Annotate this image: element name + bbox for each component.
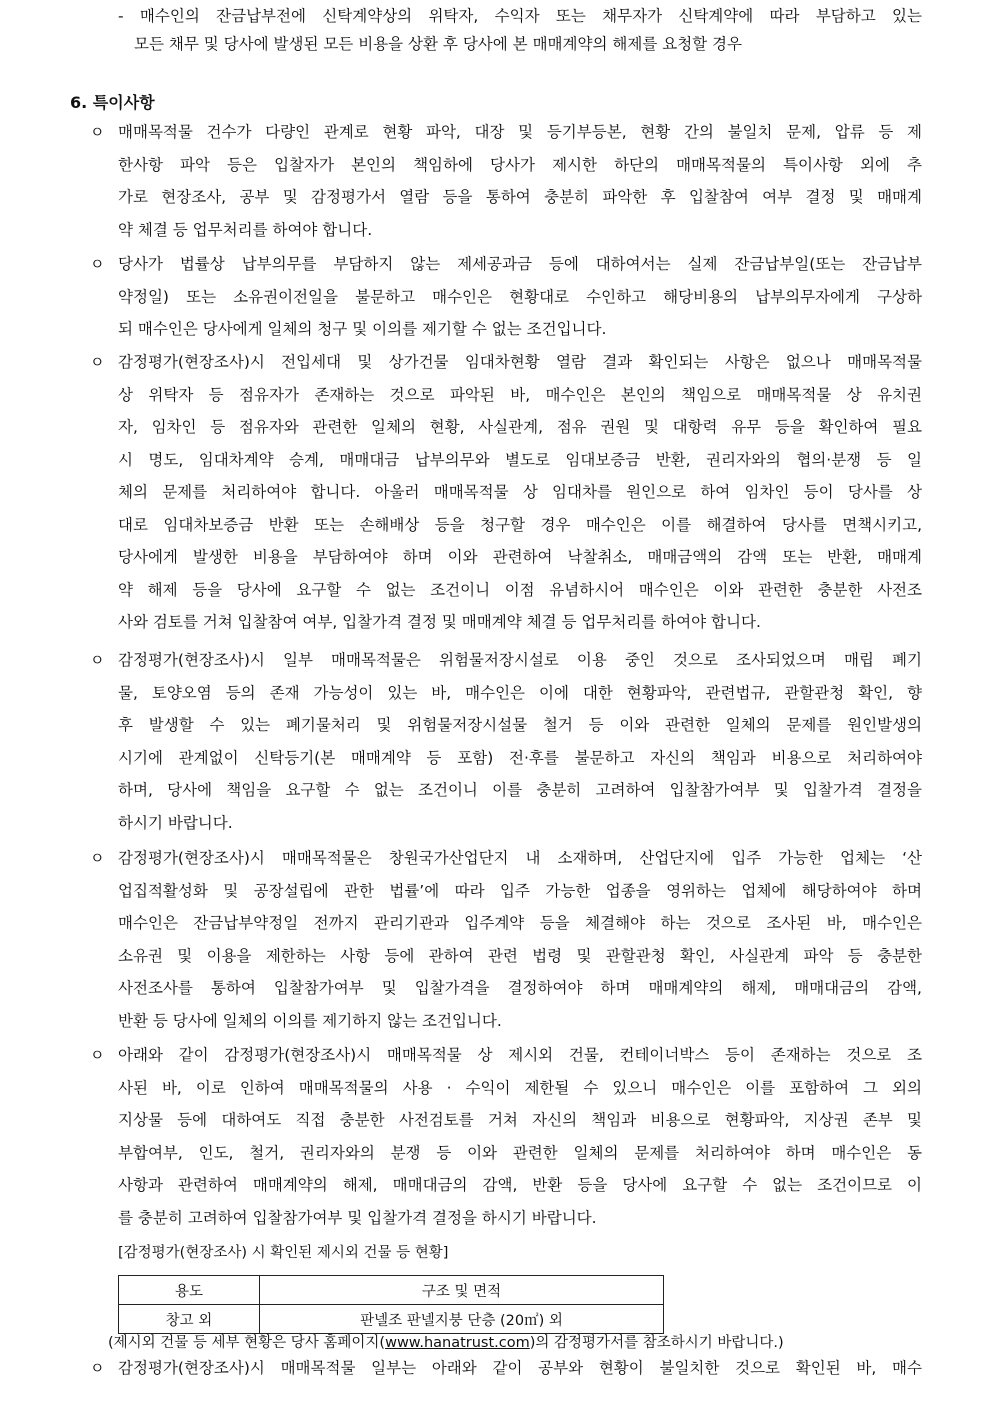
reference-note <box>108 1333 784 1353</box>
bullet-icon: ㅇ <box>90 123 105 141</box>
intro-line-1: - 매수인의 잔금납부전에 신탁계약상의 위탁자, 수익자 또는 채무자가 신탁계약에 따라 부담하고 있는 <box>118 7 922 25</box>
extra-buildings-table <box>118 1275 664 1334</box>
table-row <box>119 1305 664 1334</box>
section-title: 6. 특이사항 <box>70 93 155 112</box>
table-caption: [감정평가(현장조사) 시 확인된 제시외 건물 등 현황] <box>118 1245 449 1261</box>
bullet-icon: ㅇ <box>90 353 105 371</box>
note-suffix: )의 감정평가서를 참조하시기 바랍니다.) <box>529 1335 784 1351</box>
paragraph-text: 감정평가(현장조사)시 일부 매매목적물은 위험물저장시설로 이용 중인 것으로 조사되었으며 매립 폐기 물, 토양오염 등의 존재 가능성이 있는 바, 매수인은 이에 대한 현황파악, 관련법규, 관할관청 확인, 향 후 발생할 수 있는 폐기물처리 및 위험물저장시설물 철거 등 이와 관련한 일체의 문제를 원인발생의 시기에 관계없이 신탁등기(본 매매계약 등 포함) 전·후를 불문하고 자신의 책임과 비용으로 처리하여야 하며, 당사에 책임을 요구할 수 없는 조건이니 이를 충분히 고려하여 입찰참가여부 및 입찰가격 결정을 하시기 바랍니다. <box>118 651 922 832</box>
paragraph-text: 아래와 같이 감정평가(현장조사)시 매매목적물 상 제시외 건물, 컨테이너박스 등이 존재하는 것으로 조 사된 바, 이로 인하여 매매목적물의 사용 · 수익이 제한될 수 있으니 매수인은 이를 포함하여 그 외의 지상물 등에 대하여도 직접 충분한 사전검토를 거쳐 자신의 책임과 비용으로 현황파악, 지상권 존부 및 부합여부, 인도, 철거, 권리자와의 분쟁 등 이와 관련한 일체의 문제를 처리하여야 하며 매수인은 동 사항과 관련하여 매매계약의 해제, 매매대금의 감액, 반환 등을 당사에 요구할 수 없는 조건이므로 이 를 충분히 고려하여 입찰참가여부 및 입찰가격 결정을 하시기 바랍니다. <box>118 1046 922 1227</box>
table-header-cell: 용도 <box>119 1276 260 1305</box>
table-cell: 창고 외 <box>119 1305 260 1334</box>
paragraph-text: 감정평가(현장조사)시 매매목적물은 창원국가산업단지 내 소재하며, 산업단지에 입주 가능한 업체는 ‘산 업집적활성화 및 공장설립에 관한 법률’에 따라 입주 가능한 업종을 영위하는 업체에 해당하여야 하며 매수인은 잔금납부약정일 전까지 관리기관과 입주계약 등을 체결해야 하는 것으로 조사된 바, 매수인은 소유권 및 이용을 제한하는 사항 등에 관하여 관련 법령 및 관할관청 확인, 사실관계 파악 등 충분한 사전조사를 통하여 입찰참가여부 및 입찰가격을 결정하여야 하며 매매계약의 해제, 매매대금의 감액, 반환 등 당사에 일체의 이의를 제기하지 않는 조건입니다. <box>118 849 922 1030</box>
bullet-icon: ㅇ <box>90 651 105 669</box>
table-header-row <box>119 1276 664 1305</box>
bullet-icon: ㅇ <box>90 849 105 867</box>
paragraph-text: 감정평가(현장조사)시 전입세대 및 상가건물 임대차현황 열람 결과 확인되는 사항은 없으나 매매목적물 상 위탁자 등 점유자가 존재하는 것으로 파악된 바, 매수인은 본인의 책임으로 매매목적물 상 유치권 자, 임차인 등 점유자와 관련한 일체의 현황, 사실관계, 점유 권원 및 대항력 유무 등을 확인하여 필요 시 명도, 임대차계약 승계, 매매대금 납부의무와 별도로 임대보증금 반환, 권리자와의 협의·분쟁 등 일 체의 문제를 처리하여야 합니다. 아울러 매매목적물 상 임대차를 원인으로 하여 임차인 등이 당사를 상 대로 임대차보증금 반환 또는 손해배상 등을 청구할 경우 매수인은 이를 해결하여 당사를 면책시키고, 당사에게 발생한 비용을 부담하여야 하며 이와 관련하여 낙찰취소, 매매금액의 감액 또는 반환, 매매계 약 해제 등을 당사에 요구할 수 없는 조건이니 이점 유념하시어 매수인은 이와 관련한 충분한 사전조 사와 검토를 거쳐 입찰참여 여부, 입찰가격 결정 및 매매계약 체결 등 업무처리를 하여야 합니다. <box>118 353 922 631</box>
table-cell: 판넬조 판넬지붕 단층 (20㎡) 외 <box>260 1305 664 1334</box>
paragraph-text: 매매목적물 건수가 다량인 관계로 현황 파악, 대장 및 등기부등본, 현황 간의 불일치 문제, 압류 등 제 한사항 파악 등은 입찰자가 본인의 책임하에 당사가 제시한 하단의 매매목적물의 특이사항 외에 추 가로 현장조사, 공부 및 감정평가서 열람 등을 통하여 충분히 파악한 후 입찰참여 여부 결정 및 매매계 약 체결 등 업무처리를 하여야 합니다. <box>118 123 922 239</box>
homepage-link[interactable]: www.hanatrust.com <box>385 1335 530 1351</box>
intro-line-2: 모든 채무 및 당사에 발생된 모든 비용을 상환 후 당사에 본 매매계약의 해제를 요청할 경우 <box>134 35 743 53</box>
bullet-icon: ㅇ <box>90 255 105 273</box>
note-prefix: (제시외 건물 등 세부 현황은 당사 홈페이지( <box>108 1335 386 1351</box>
bullet-icon: ㅇ <box>90 1359 105 1377</box>
paragraph-text: 감정평가(현장조사)시 매매목적물 일부는 아래와 같이 공부와 현황이 불일치한 것으로 확인된 바, 매수 <box>118 1359 922 1377</box>
paragraph-text: 당사가 법률상 납부의무를 부담하지 않는 제세공과금 등에 대하여서는 실제 잔금납부일(또는 잔금납부 약정일) 또는 소유권이전일을 불문하고 매수인은 현황대로 수인하고 해당비용의 납부의무자에게 구상하 되 매수인은 당사에게 일체의 청구 및 이의를 제기할 수 없는 조건입니다. <box>118 255 922 338</box>
bullet-icon: ㅇ <box>90 1046 105 1064</box>
table-header-cell: 구조 및 면적 <box>260 1276 664 1305</box>
